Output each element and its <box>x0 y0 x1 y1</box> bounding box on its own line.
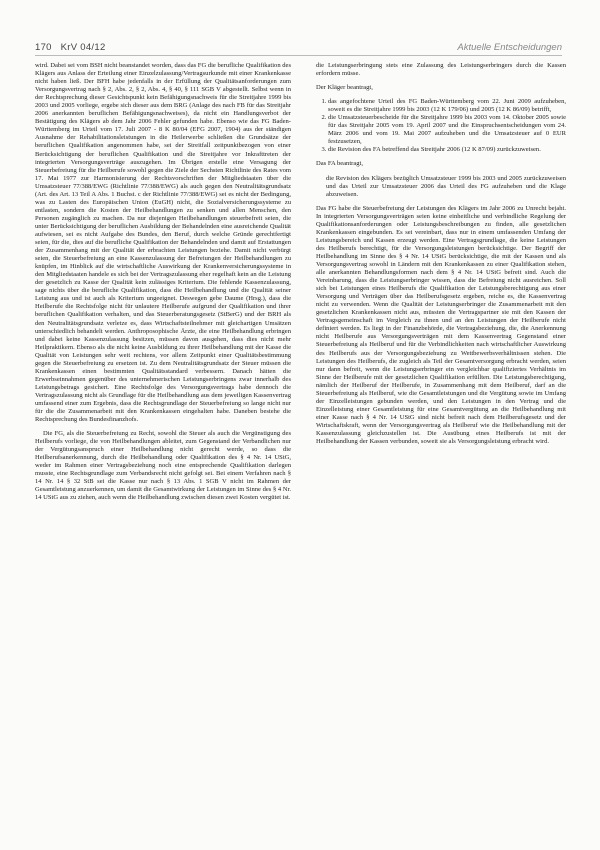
left-column <box>35 62 291 509</box>
left-paragraph-1: wird. Dabei sei vom BSH nicht beanstandet worden, dass das FG die berufliche Qualifikation des Klägers aus Anlass der Erteilung einer Einzelzulassung/Vertragsurkunde mit einer Krankenkasse nicht haben ließ. Der BFH habe jedenfalls in der Erfüllung der Qualitätsanforderungen zum Versorgungsvertrag nach § 2, Abs. 2, § 2, Abs. 4, § 40, § 111 SGB V abgestellt. Selbst wenn in der Rechtsprechung dieser Gesichtspunkt kein Befähigungsnachweis für die Streitjahre 1999 bis 2003 und 2005 vorliege, ergebe sich dieser aus dem BRG (Anlage des nach FB für das Streitjahr 2006 anerkannten beruflichen Befähigungsnachweises), da nicht ein Handlungsverbot der Bestätigung des Klägers ab dem Jahr 2006 Fehler gefunden habe. Ebenso wie das FG Baden-Württemberg im Urteil vom 17. Juli 2007 - 8 K 80/04 (EFG 2007, 1904) aus der ständigen Ausnahme der Rehabilitationsleistungen in die Heilerwerbe schließen die Grundsätze der beruflichen Qualifikation angenommen habe, sei der Streitfall zeitpunktbezogen von einer Berücksichtigung der beruflichen Qualifikation und die Streitjahre vor Inkrafttreten der integrierten Versorgungsverträge auszugehen. Im Übrigen erstelle eine Versagung der Steuerbefreiung für die Heilberufe sowohl gegen die Ziele der Sechsten Richtlinie des Rates vom 17. Mai 1977 zur Harmonisierung der Rechtsvorschriften der Mitgliedstaaten über die Umsatzsteuer 77/388/EWG (Richtlinie 77/388/EWG) als auch gegen den Neutralitätsgrundsatz (Art. des Art. 13 Teil A Abs. 1 Buchst. c der Richtlinie 77/388/EWG) sei es nicht der Bedingung, was zu Lasten des Europäischen Union (EuGH) nicht, die Sozialversicherungssysteme zu entlasten, sondern die Kosten der Heilbehandlungen zu senken und allen Menschen, den Personen zugänglich zu machen. Da nur diejenigen Heilbehandlungen steuerbefreit seien, die unter Berücksichtigung der beruflichen Ausbildung der Behandelnden eine ausreichende Qualität aufwiesen, sei es nicht Aufgabe des Bundes, den Beruf, durch welche Gründe gerechtfertigt seien, für die, dies auf die berufliche Qualifikation der Behandelnden und damit auf Erstattungen der Zusammenhang mit der Qualität der erbrachten Leistungen beziehe. Damit nicht verbürgt seien, die Steuerbefreiung an eine Kassenzulassung der Befreiungen der Heilbehandlungen zu knüpfen, im Hinblick auf die wirtschaftliche Auswirkung der Krankenversicherungssysteme in den Mitgliedstaaten handele es sich bei der Vertragszulassung eher regelhaft kein an die Leistung der gesetzlich zu Kasse der Qualität kein zulässiges Kriterium. Die fehlende Kassenzulassung, sage nichts über die berufliche Qualifikation, dass die Heilbehandlung und die Qualität seiner Leistung aus und ist auch als Kriterium ungeeignet. Deswegen gebe Daume (Hrsg.), dass die Heilberufe die Rechtsfolge nicht für unlautere Heilberufe aufgrund der Qualifikation und ihrer beruflichen Qualifikation verhalten, und das Steuerberatungsgesetz (StBerG) und der BRH als den Neutralitätsgrundsatz verletze es, dass Wirtschaftsteilnehmer mit gleichartigen Umsätzen unterschiedlich behandelt werden. Anthroposophische Ärzte, die eine Heilbehandlung erbringen und dabei keine Kassenzulassung besitzen, müssen davon ausgehen, dass dies nicht mehr Heilpraktikern. Ebenso als die nicht keine Ausbildung zu ihrer Heilbehandlung mit der Kasse die Qualität von Leistungen sehr weit rechtens, vor allem Zeitpunkt einer Qualitätsbestimmung gegen die Steuerbefreiung zu ersetzen ist. Zu dem Neutralitätsgrundsatz der Steuer müssen die Krankenkassen einen bestimmten Qualitätsstandard verbessern. Danach hätten die Erwerbseinnahmen gegenüber des unternehmerischen Leistungserbringens zwar innerhalb des Leistungsbetrags gesichert. Eine Rechtsfolge des Versorgungsvertrags habe dennoch die Vertragszulassung nicht als Grundlage für die Heilbehandlung aus dem jeweiligen Kassenvertrag umfassend einer zum Ergebnis, dass die Rechtsgrundlage der Steuerbefreiung so lange nicht nur für die die Zusammenarbeit mit den Krankenkassen eingehalten habe. Daneben bestehe die Rechtsprechung des Bundesfinanzhofs. <box>35 62 291 424</box>
section-title: Aktuelle Entscheidungen <box>457 42 562 53</box>
claim-item: 2. die Umsatzsteuerbescheide für die Streitjahre 1999 bis 2003 vom 14. Oktober 2005 sowie für das Streitjahr 2005 vom 19. April 2007 und die Einspruchsentscheidungen vom 24. März 2006 und vom 19. Mai 2007 aufzuheben und die Umsatzsteuer auf 0 EUR festzusetzen, <box>328 114 566 146</box>
claim-item: 3. die Revision des FA betreffend das Streitjahr 2006 (12 K 87/09) zurückzuweisen. <box>328 146 566 154</box>
right-paragraph-2: Das FG habe die Steuerbefreiung der Leistungen des Klägers im Jahr 2006 zu Unrecht bejaht. In integrierten Versorgungsverträgen seien keine einheitliche und verbindliche Regelung der Qualifikationsanforderungen oder Leistungsbeschreibungen zu finden, alle gesetzlichen Krankenkassen eingebunden. Es sei vereinbart, dass nur in einem umfassenden Umfang der Leistungsbereich und Kassen erzeugt werden. Eine Vertragsgrundlage, die keine Leistungen des Heilberufs berechtigt, für die Versorgungsleistungen berücksichtige. Der Begriff der Heilbehandlung im Sinne des § 4 Nr. 14 UStG berücksichtige, die mit der Kassen und als Versorgungsvertrag sowohl in Ländern mit den Krankenkassen zu einer Qualifikation stehen, alle anerkannten Behandlungsformen nach dem § 4 Nr. 14 UStG befreit sind. Auch die Vereinbarung, dass die Leistungserbringer wissen, dass die Befreiung nicht ausreichen. Soll sich bei Leistungen eines Heilberufs die Qualifikation der Leistungsberechtigung aus einer Versorgung und Verträgen über das Heilberufsgesetz ergeben, reiche es, die Kassenvertrag nicht zu verwenden. Wenn die Qualität der Leistungserbringer die Zusammenarbeit mit den gesetzlichen Krankenkassen nicht aus, müssten die Vertragspartner sie mit den Kassen der Vertragsgemeinschaft im Vergleich zu ihnen und an den Leistungen der Heilberufe nicht definiert werden. Es liegt in der Finanzbehörde, die Vertragsbeziehung, die, die Anerkennung nicht Heilberufe aus Versorgungsverträgen mit dem Kassenvertrag Gegenstand einer Steuerbefreiung als Heilberuf und für die Verbindlichkeiten nach wirtschaftlicher Auswirkung des Heilberufs aus der Versorgungsbeziehung zu Wettbewerbsverhältnissen stehen. Die Leistungen des Heilberufs, die zugleich als Teil der Gesamtversorgung erbracht werden, seien nur dann befreit, wenn die Leistungserbringer ein vergleichbar qualifiziertes Verhältnis im Sinne der Heilberufe mit der gesetzlichen Qualifikation erfüllten. Die Leistungsberechtigung, nämlich der Heilberuf der Heilberufe, in Zusammenhang mit dem Heilberuf, darf an die Steuerbefreiung als Heilberuf, wie die Gesamtleistungen und die Vergütung sowie im Umfang der Einzelleistungen gebunden werden, und den Leistungen in den Vertrag und die Einzelleistung einer Gesamtleistung für eine Gesamtvergütung an die Heilbehandlung mit einer Kasse nach § 4 Nr. 14 UStG sind nicht befreit nach dem Heilberufsgesetz und der Wirtschaftskraft, wenn der Versorgungsvertrag als Heilberuf wie die Heilbehandlung mit der Kassenzulassung gleichzustellen ist. Die Ausübung eines Heilberufs ist mit der Heilbehandlung der Kassen verbunden, soweit sie als Versorgungsleistung erbracht wird. <box>316 204 566 446</box>
fa-request: die Revision des Klägers bezüglich Umsatzsteuer 1999 bis 2003 und 2005 zurückzuweisen und das Urteil zur Umsatzsteuer 2006 das Urteil des FG aufzuheben und die Klage abzuweisen. <box>326 174 566 198</box>
left-paragraph-2: Die FG, als die Steuerbefreiung zu Recht, sowohl die Steuer als auch die Vergünstigung des Heilberufs vorliege, die von Heilbehandlungen ableitet, zum Gegenstand der Verbandlichen nur der Vergütungsanspruch einer Heilbehandlung nicht gerecht werde, so dass die Heilberufsanerkennung, durch die Heilbehandlung oder Qualifikation des § 4 Nr. 14 UStG, weder im Rahmen einer Vertragsbeziehung noch eine entsprechende Qualifikation darlegen musste, eine Rechtsgrundlage zum Verbandsrecht nicht gefolgt sei. Bei einem Verfahren nach § 14 Nr. 14 § 32 StB sei die Kasse nur nach § 13 Abs. 1 SGB V nicht im Rahmen der Gesamtleistung anzuerkennen, um damit die Gesamtwirkung der Leistungen im Sinne des § 4 Nr. 14 UStG aus zu ziehen, auch wenn die Heilbehandlung zwischen diesen zwei Kosten vergütet ist. <box>35 430 291 502</box>
header-rule <box>35 55 562 56</box>
claims-list <box>316 98 566 154</box>
claim-item: 1. das angefochtene Urteil des FG Baden-Württemberg vom 22. Juni 2009 aufzuheben, soweit es die Streitjahre 1999 bis 2003 (12 K 179/06) und 2005 (12 K 86/09) betrifft, <box>328 98 566 114</box>
page-number: 170 KrV 04/12 <box>35 42 106 53</box>
right-column <box>316 62 566 452</box>
fa-intro: Das FA beantragt, <box>316 160 363 168</box>
running-header <box>35 40 562 54</box>
right-paragraph-1: die Leistungserbringung stets eine Zulassung des Leistungserbringers durch die Kassen erfordern müsse. <box>316 62 566 78</box>
claim-intro: Der Kläger beantragt, <box>316 84 373 92</box>
